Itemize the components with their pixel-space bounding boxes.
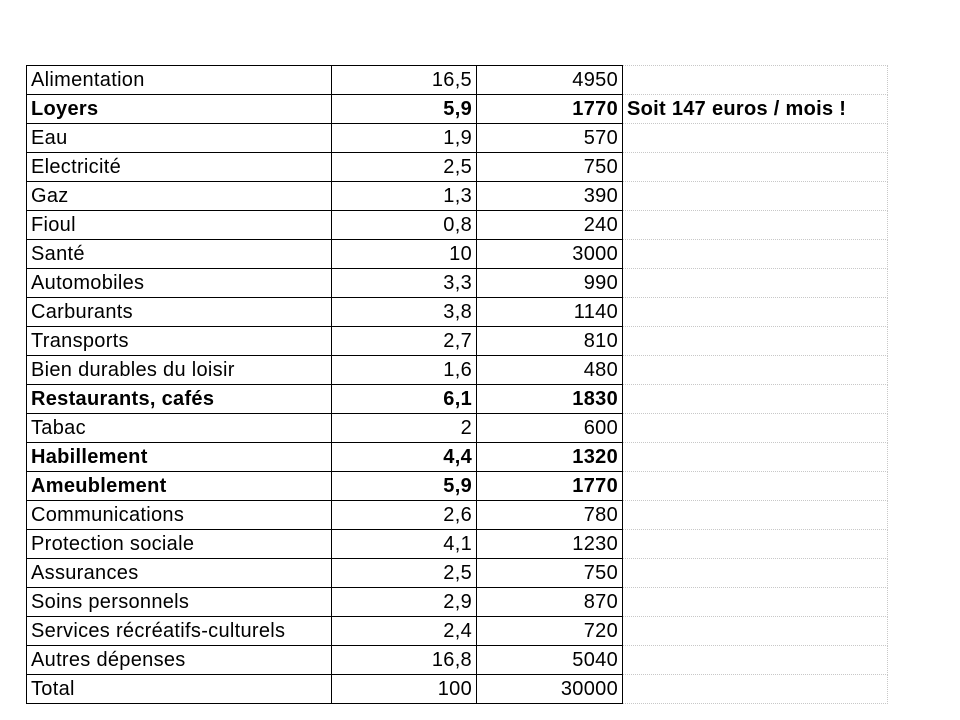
percent-cell[interactable]: 3,8 bbox=[332, 298, 477, 327]
table-row bbox=[27, 240, 888, 269]
note-cell[interactable] bbox=[623, 269, 888, 298]
category-cell[interactable]: Carburants bbox=[27, 298, 332, 327]
table-row bbox=[27, 153, 888, 182]
category-cell[interactable]: Loyers bbox=[27, 95, 332, 124]
amount-cell[interactable]: 30000 bbox=[477, 675, 623, 704]
table-row bbox=[27, 298, 888, 327]
percent-cell[interactable]: 2,7 bbox=[332, 327, 477, 356]
amount-cell[interactable]: 1830 bbox=[477, 385, 623, 414]
amount-cell[interactable]: 1770 bbox=[477, 95, 623, 124]
percent-cell[interactable]: 3,3 bbox=[332, 269, 477, 298]
category-cell[interactable]: Bien durables du loisir bbox=[27, 356, 332, 385]
amount-cell[interactable]: 780 bbox=[477, 501, 623, 530]
note-cell[interactable] bbox=[623, 588, 888, 617]
budget-table bbox=[26, 65, 888, 704]
category-cell[interactable]: Eau bbox=[27, 124, 332, 153]
percent-cell[interactable]: 16,5 bbox=[332, 66, 477, 95]
note-cell[interactable] bbox=[623, 182, 888, 211]
percent-cell[interactable]: 2 bbox=[332, 414, 477, 443]
amount-cell[interactable]: 990 bbox=[477, 269, 623, 298]
percent-cell[interactable]: 2,6 bbox=[332, 501, 477, 530]
percent-cell[interactable]: 5,9 bbox=[332, 95, 477, 124]
percent-cell[interactable]: 0,8 bbox=[332, 211, 477, 240]
table-row bbox=[27, 501, 888, 530]
note-cell[interactable] bbox=[623, 153, 888, 182]
note-cell[interactable] bbox=[623, 66, 888, 95]
percent-cell[interactable]: 4,4 bbox=[332, 443, 477, 472]
note-cell[interactable] bbox=[623, 501, 888, 530]
category-cell[interactable]: Soins personnels bbox=[27, 588, 332, 617]
table-row bbox=[27, 559, 888, 588]
note-cell[interactable] bbox=[623, 298, 888, 327]
note-cell[interactable] bbox=[623, 559, 888, 588]
percent-cell[interactable]: 4,1 bbox=[332, 530, 477, 559]
note-cell[interactable] bbox=[623, 675, 888, 704]
note-cell[interactable] bbox=[623, 211, 888, 240]
note-cell[interactable] bbox=[623, 443, 888, 472]
table-row bbox=[27, 269, 888, 298]
table-row bbox=[27, 327, 888, 356]
note-cell[interactable] bbox=[623, 472, 888, 501]
note-cell[interactable] bbox=[623, 414, 888, 443]
category-cell[interactable]: Gaz bbox=[27, 182, 332, 211]
category-cell[interactable]: Total bbox=[27, 675, 332, 704]
table-row bbox=[27, 472, 888, 501]
table-row bbox=[27, 356, 888, 385]
percent-cell[interactable]: 2,4 bbox=[332, 617, 477, 646]
percent-cell[interactable]: 6,1 bbox=[332, 385, 477, 414]
category-cell[interactable]: Habillement bbox=[27, 443, 332, 472]
note-cell[interactable] bbox=[623, 240, 888, 269]
percent-cell[interactable]: 1,3 bbox=[332, 182, 477, 211]
table-row bbox=[27, 646, 888, 675]
amount-cell[interactable]: 750 bbox=[477, 153, 623, 182]
note-cell[interactable] bbox=[623, 327, 888, 356]
percent-cell[interactable]: 100 bbox=[332, 675, 477, 704]
percent-cell[interactable]: 10 bbox=[332, 240, 477, 269]
percent-cell[interactable]: 1,6 bbox=[332, 356, 477, 385]
percent-cell[interactable]: 16,8 bbox=[332, 646, 477, 675]
amount-cell[interactable]: 4950 bbox=[477, 66, 623, 95]
amount-cell[interactable]: 3000 bbox=[477, 240, 623, 269]
category-cell[interactable]: Alimentation bbox=[27, 66, 332, 95]
budget-table-body bbox=[27, 66, 888, 704]
note-cell[interactable] bbox=[623, 356, 888, 385]
amount-cell[interactable]: 390 bbox=[477, 182, 623, 211]
amount-cell[interactable]: 870 bbox=[477, 588, 623, 617]
table-row bbox=[27, 182, 888, 211]
table-row bbox=[27, 385, 888, 414]
category-cell[interactable]: Tabac bbox=[27, 414, 332, 443]
category-cell[interactable]: Ameublement bbox=[27, 472, 332, 501]
amount-cell[interactable]: 720 bbox=[477, 617, 623, 646]
category-cell[interactable]: Restaurants, cafés bbox=[27, 385, 332, 414]
table-row bbox=[27, 211, 888, 240]
note-cell[interactable] bbox=[623, 385, 888, 414]
amount-cell[interactable]: 810 bbox=[477, 327, 623, 356]
category-cell[interactable]: Transports bbox=[27, 327, 332, 356]
percent-cell[interactable]: 5,9 bbox=[332, 472, 477, 501]
table-row bbox=[27, 530, 888, 559]
amount-cell[interactable]: 570 bbox=[477, 124, 623, 153]
table-row bbox=[27, 124, 888, 153]
table-row bbox=[27, 588, 888, 617]
category-cell[interactable]: Communications bbox=[27, 501, 332, 530]
amount-cell[interactable]: 5040 bbox=[477, 646, 623, 675]
table-row bbox=[27, 414, 888, 443]
category-cell[interactable]: Automobiles bbox=[27, 269, 332, 298]
amount-cell[interactable]: 600 bbox=[477, 414, 623, 443]
amount-cell[interactable]: 480 bbox=[477, 356, 623, 385]
category-cell[interactable]: Protection sociale bbox=[27, 530, 332, 559]
note-cell[interactable]: Soit 147 euros / mois ! bbox=[623, 95, 888, 124]
table-row bbox=[27, 66, 888, 95]
amount-cell[interactable]: 1320 bbox=[477, 443, 623, 472]
note-cell[interactable] bbox=[623, 124, 888, 153]
category-cell[interactable]: Assurances bbox=[27, 559, 332, 588]
table-row bbox=[27, 443, 888, 472]
note-cell[interactable] bbox=[623, 617, 888, 646]
category-cell[interactable]: Fioul bbox=[27, 211, 332, 240]
percent-cell[interactable]: 1,9 bbox=[332, 124, 477, 153]
category-cell[interactable]: Services récréatifs-culturels bbox=[27, 617, 332, 646]
category-cell[interactable]: Santé bbox=[27, 240, 332, 269]
table-row bbox=[27, 675, 888, 704]
category-cell[interactable]: Autres dépenses bbox=[27, 646, 332, 675]
note-cell[interactable] bbox=[623, 530, 888, 559]
category-cell[interactable]: Electricité bbox=[27, 153, 332, 182]
amount-cell[interactable]: 1770 bbox=[477, 472, 623, 501]
amount-cell[interactable]: 1140 bbox=[477, 298, 623, 327]
table-row bbox=[27, 95, 888, 124]
table-row bbox=[27, 617, 888, 646]
percent-cell[interactable]: 2,5 bbox=[332, 559, 477, 588]
percent-cell[interactable]: 2,9 bbox=[332, 588, 477, 617]
amount-cell[interactable]: 240 bbox=[477, 211, 623, 240]
note-cell[interactable] bbox=[623, 646, 888, 675]
percent-cell[interactable]: 2,5 bbox=[332, 153, 477, 182]
amount-cell[interactable]: 1230 bbox=[477, 530, 623, 559]
amount-cell[interactable]: 750 bbox=[477, 559, 623, 588]
